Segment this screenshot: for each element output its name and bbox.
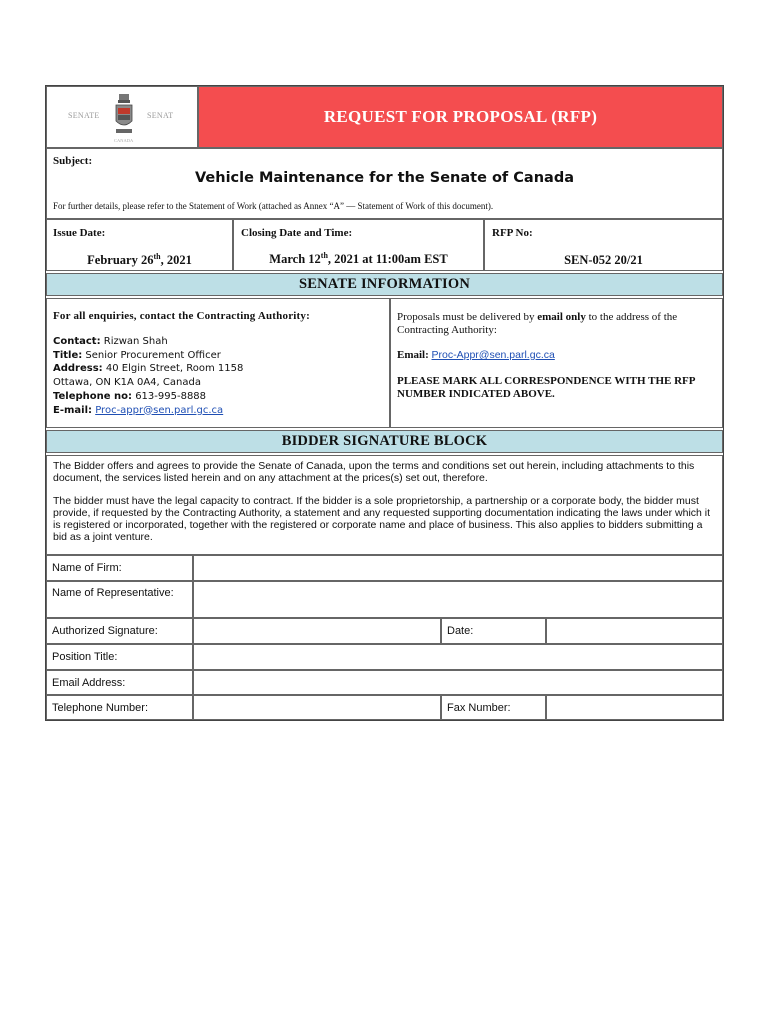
email-address-field[interactable] [193,670,723,695]
rfp-number-label: RFP No: [492,227,533,239]
page-title: REQUEST FOR PROPOSAL (RFP) [323,107,598,126]
logo-text-senate: SENATE [68,111,100,120]
senate-crest-icon [113,93,135,137]
contact-cell [46,298,390,428]
subject-cell [46,148,723,219]
issue-date-label: Issue Date: [53,227,106,239]
header-title-cell [198,86,723,148]
name-of-representative-label: Name of Representative: [46,581,193,618]
fax-number-label: Fax Number: [441,695,546,720]
title-line: Title: Senior Procurement Officer [53,349,221,361]
bidder-paragraph-1: The Bidder offers and agrees to provide the Senate of Canada, upon the terms and conditions set out herein, including attachments to this document, the services listed herein and on any attachment at the prices(s) set out, therefore. [53,460,695,485]
date-field[interactable] [546,618,723,644]
authorized-signature-field[interactable] [193,618,441,644]
senate-info-heading: SENATE INFORMATION [46,273,723,296]
position-title-label: Position Title: [46,644,193,670]
email-address-label: Email Address: [46,670,193,695]
closing-date-cell [233,219,484,271]
date-label: Date: [441,618,546,644]
subject-title: Vehicle Maintenance for the Senate of Canada [194,170,574,186]
position-title-field[interactable] [193,644,723,670]
address-line: Address: 40 Elgin Street, Room 1158 [53,363,244,375]
delivery-email: Email: Proc-Appr@sen.parl.gc.ca [397,349,555,361]
address-line-2: Ottawa, ON K1A 0A4, Canada [53,377,201,389]
email-line: E-mail: Proc-appr@sen.parl.gc.ca [53,404,224,416]
bidder-heading: BIDDER SIGNATURE BLOCK [46,430,723,453]
proposal-delivery-cell [390,298,723,428]
rfp-number-value: SEN-052 20/21 [564,253,643,267]
issue-date-value: February 26th, 2021 [87,251,192,267]
logo-text-canada: CANADA [114,138,134,143]
logo-text-senat: SENAT [147,111,174,120]
bidder-paragraph-2: The bidder must have the legal capacity to contract. If the bidder is a sole proprietorship, a partnership or a corporate body, the bidder must provide, if requested by the Contracting Authority, a statement and any requested supporting documentation indicating the laws under which it is registered or incorporated, together with the registered or corporate name and place of business. This also applies to bidders submitting a bid as a joint venture. [53,495,711,543]
telephone-number-label: Telephone Number: [46,695,193,720]
closing-date-label: Closing Date and Time: [241,227,353,239]
telephone-number-field[interactable] [193,695,441,720]
subject-label: Subject: [53,155,93,167]
rfp-number-cell [484,219,723,271]
authorized-signature-label: Authorized Signature: [46,618,193,644]
proposals-text: Proposals must be delivered by email only to the address of the Contracting Authority: [397,311,678,336]
name-of-firm-field[interactable] [193,555,723,581]
contact-line: Contact: Rizwan Shah [53,336,168,347]
mark-notice: PLEASE MARK ALL CORRESPONDENCE WITH THE RFP NUMBER INDICATED ABOVE. [397,375,695,400]
enquiries-text: For all enquiries, contact the Contracting Authority: [53,310,310,322]
name-of-firm-label: Name of Firm: [46,555,193,581]
bidder-text-cell [46,455,723,555]
contact-email-link[interactable]: Proc-appr@sen.parl.gc.ca [95,404,224,416]
closing-date-value: March 12th, 2021 at 11:00am EST [269,250,448,266]
name-of-representative-field[interactable] [193,581,723,618]
fax-number-field[interactable] [546,695,723,720]
subject-note: For further details, please refer to the Statement of Work (attached as Annex “A” — Statement of Work of this document). [53,201,494,211]
issue-date-cell [46,219,233,271]
delivery-email-link[interactable]: Proc-Appr@sen.parl.gc.ca [431,349,555,361]
phone-line: Telephone no: 613-995-8888 [53,390,207,402]
contact-details [53,335,243,417]
header-logo-cell [46,86,198,148]
